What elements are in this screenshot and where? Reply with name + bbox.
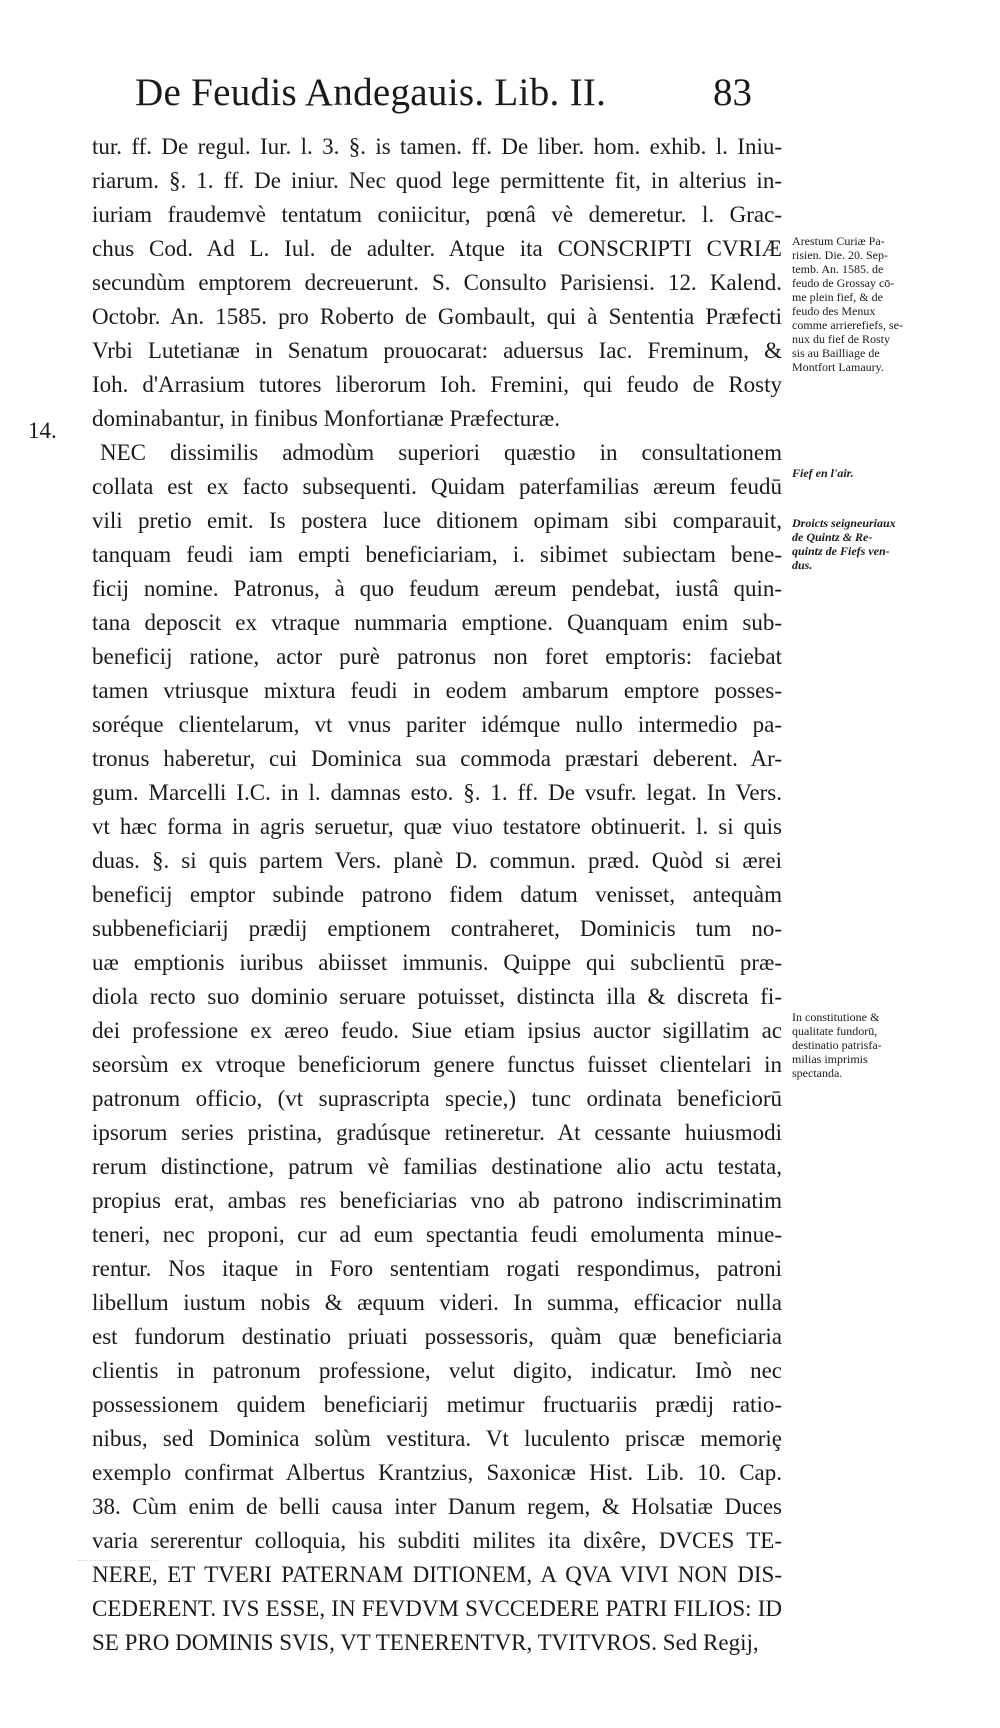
margin-note-droicts-seigneuriaux xyxy=(792,516,967,572)
text-line: tronus haberetur, cui Dominica sua commoda præstari deberent. Ar- xyxy=(92,746,782,771)
margin-note-line: me plein fief, & de xyxy=(792,290,883,304)
margin-note-line: temb. An. 1585. de xyxy=(792,262,884,276)
text-line: varia sererentur colloquia, his subditi milites ita dixêre, DVCES TE- xyxy=(92,1528,782,1553)
ink-smudge xyxy=(78,1530,158,1561)
margin-note-line: In constitutione & xyxy=(792,1010,880,1024)
text-line: Octobr. An. 1585. pro Roberto de Gombault, qui à Sententia Præfecti xyxy=(92,304,782,329)
body-text xyxy=(92,130,782,1660)
text-line: vili pretio emit. Is postera luce ditionem opimam sibi comparauit, xyxy=(92,508,782,533)
text-line: tana deposcit ex vtraque nummaria emptione. Quanquam enim sub- xyxy=(92,610,782,635)
margin-note-line: spectanda. xyxy=(792,1066,843,1080)
text-line: subbeneficiarij prædij emptionem contraheret, Dominicis tum no- xyxy=(92,916,782,941)
text-line: tanquam feudi iam empti beneficiariam, i. sibimet subiectam bene- xyxy=(92,542,782,567)
text-line: possessionem quidem beneficiarij metimur fructuariis prædij ratio- xyxy=(92,1392,782,1417)
text-line: ficij nomine. Patronus, à quo feudum æreum pendebat, iustâ quin- xyxy=(92,576,782,601)
text-line: nibus, sed Dominica solùm vestitura. Vt luculento priscæ memoriȩ xyxy=(92,1426,782,1451)
margin-note-line: nux du fief de Rosty xyxy=(792,332,890,346)
text-line: NERE, ET TVERI PATERNAM DITIONEM, A QVA VIVI NON DIS- xyxy=(92,1562,782,1587)
text-line: teneri, nec proponi, cur ad eum spectantia feudi emolumenta minue- xyxy=(92,1222,782,1247)
text-line: dei professione ex æreo feudo. Siue etiam ipsius auctor sigillatim ac xyxy=(92,1018,782,1043)
page-number: 83 xyxy=(713,71,752,114)
text-line: iuriam fraudemvè tentatum coniicitur, pœnâ vè demeretur. l. Grac- xyxy=(92,202,782,227)
text-line: tur. ff. De regul. Iur. l. 3. §. is tamen. ff. De liber. hom. exhib. l. Iniu- xyxy=(92,134,782,159)
margin-note-line: Fief en l'air. xyxy=(792,466,854,480)
text-line: tamen vtriusque mixtura feudi in eodem ambarum emptore posses- xyxy=(92,678,782,703)
margin-note-line: feudo des Menux xyxy=(792,304,876,318)
margin-note-line: milias imprimis xyxy=(792,1052,868,1066)
text-line: propius erat, ambas res beneficiarias vno ab patrono indiscriminatim xyxy=(92,1188,782,1213)
margin-note-line: destinatio patrisfa- xyxy=(792,1038,882,1052)
text-line: uæ emptionis iuribus abiisset immunis. Quippe qui subclientū præ- xyxy=(92,950,782,975)
text-line: collata est ex facto subsequenti. Quidam paterfamilias æreum feudū xyxy=(92,474,782,499)
text-line: riarum. §. 1. ff. De iniur. Nec quod lege permittente fit, in alterius in- xyxy=(92,168,782,193)
margin-note-line: risien. Die. 20. Sep- xyxy=(792,248,888,262)
text-line: ipsorum series pristina, gradúsque retineretur. At cessante huiusmodi xyxy=(92,1120,782,1145)
text-line: duas. §. si quis partem Vers. planè D. commun. præd. Quòd si ærei xyxy=(92,848,782,873)
text-line: NEC dissimilis admodùm superiori quæstio in consultationem xyxy=(100,440,782,465)
margin-note-line: quintz de Fiefs ven- xyxy=(792,544,890,558)
margin-note-line: comme arrierefiefs, se- xyxy=(792,318,903,332)
text-line: gum. Marcelli I.C. in l. damnas esto. §. 1. ff. De vsufr. legat. In Vers. xyxy=(92,780,782,805)
text-line: diola recto suo dominio seruare potuisset, distincta illa & discreta fi- xyxy=(92,984,782,1009)
text-line: beneficij ratione, actor purè patronus non foret emptoris: faciebat xyxy=(92,644,782,669)
margin-note-line: feudo de Grossay cō- xyxy=(792,276,895,290)
text-line: CEDERENT. IVS ESSE, IN FEVDVM SVCCEDERE PATRI FILIOS: ID xyxy=(92,1596,782,1621)
text-line: rerum distinctione, patrum vè familias destinatione alio actu testata, xyxy=(92,1154,782,1179)
margin-note-line: Arestum Curiæ Pa- xyxy=(792,234,885,248)
text-line: SE PRO DOMINIS SVIS, VT TENERENTVR, TVITVROS. Sed Regij, xyxy=(92,1630,759,1655)
text-line: secundùm emptorem decreuerunt. S. Consulto Parisiensi. 12. Kalend. xyxy=(92,270,782,295)
text-line: exemplo confirmat Albertus Krantzius, Saxonicæ Hist. Lib. 10. Cap. xyxy=(92,1460,782,1485)
text-line: soréque clientelarum, vt vnus pariter idémque nullo intermedio pa- xyxy=(92,712,782,737)
text-line: 38. Cùm enim de belli causa inter Danum regem, & Holsatiæ Duces xyxy=(92,1494,782,1519)
margin-note-line: sis au Bailliage de xyxy=(792,346,880,360)
margin-note-line: de Quintz & Re- xyxy=(792,530,873,544)
margin-note-line: Montfort Lamaury. xyxy=(792,360,884,374)
text-line: chus Cod. Ad L. Iul. de adulter. Atque ita CONSCRIPTI CVRIÆ xyxy=(92,236,782,261)
text-line: Ioh. d'Arrasium tutores liberorum Ioh. Fremini, qui feudo de Rosty xyxy=(92,372,782,397)
text-line: dominabantur, in finibus Monfortianæ Præfecturæ. xyxy=(92,406,560,431)
text-line: libellum iustum nobis & æquum videri. In summa, efficacior nulla xyxy=(92,1290,782,1315)
running-header xyxy=(135,70,755,120)
text-line: rentur. Nos itaque in Foro sententiam rogati respondimus, patroni xyxy=(92,1256,782,1281)
margin-note-line: qualitate fundorū, xyxy=(792,1024,878,1038)
section-number: 14. xyxy=(28,418,57,443)
margin-note-fief-en-lair xyxy=(792,466,967,480)
text-line: beneficij emptor subinde patrono fidem datum venisset, antequàm xyxy=(92,882,782,907)
text-line: patronum officio, (vt suprascripta specie,) tunc ordinata beneficiorū xyxy=(92,1086,782,1111)
text-line: vt hæc forma in agris seruetur, quæ viuo testatore obtinuerit. l. si quis xyxy=(92,814,782,839)
margin-note-constitutione xyxy=(792,1010,967,1080)
text-line: seorsùm ex vtroque beneficiorum genere functus fuisset clientelari in xyxy=(92,1052,782,1077)
text-line: Vrbi Lutetianæ in Senatum prouocarat: aduersus Iac. Freminum, & xyxy=(92,338,782,363)
text-line: est fundorum destinatio priuati possessoris, quàm quæ beneficiaria xyxy=(92,1324,782,1349)
margin-note-line: Droicts seigneuriaux xyxy=(792,516,896,530)
page-title: De Feudis Andegauis. Lib. II. xyxy=(135,71,607,114)
margin-note-arrest xyxy=(792,234,967,374)
margin-note-line: dus. xyxy=(792,558,813,572)
text-line: clientis in patronum professione, velut digito, indicatur. Imò nec xyxy=(92,1358,782,1383)
